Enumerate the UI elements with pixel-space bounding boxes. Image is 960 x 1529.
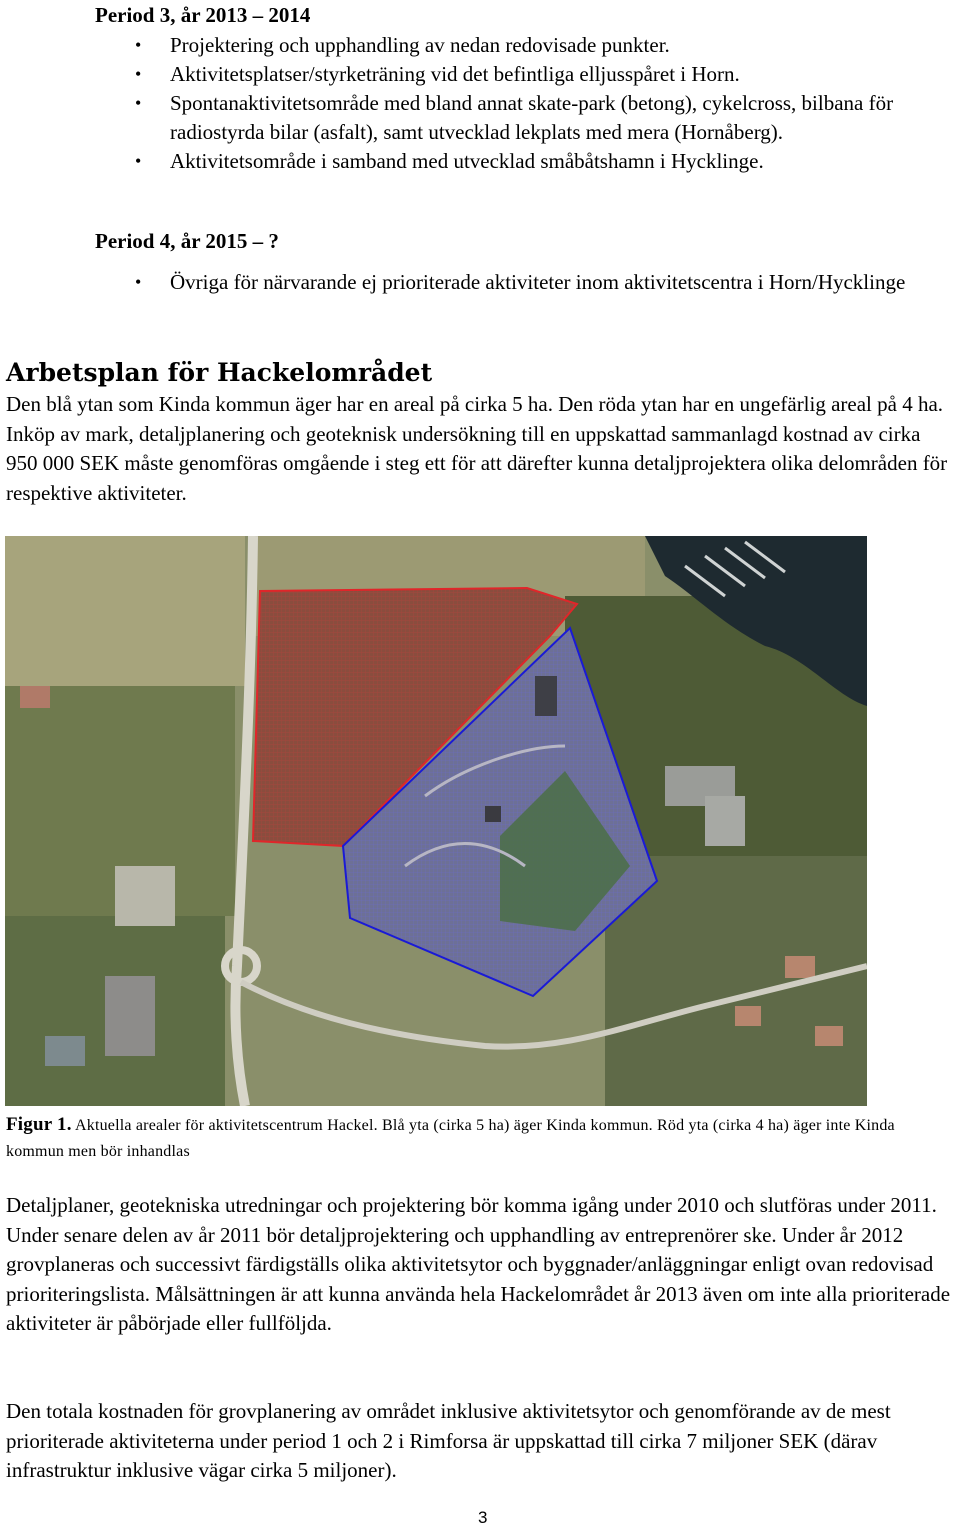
period4-list <box>130 268 930 297</box>
period4-heading: Period 4, år 2015 – ? <box>95 229 279 253</box>
list-item: • Övriga för närvarande ej prioriterade aktiviteter inom aktivitetscentra i Horn/Hycklinge <box>130 268 910 297</box>
figure-caption <box>6 1112 956 1165</box>
page-number: 3 <box>478 1508 488 1527</box>
paragraph-cost: Den totala kostnaden för grovplanering av området inklusive aktivitetsytor och genomförande av de mest prioriterade aktiviteterna under period 1 och 2 i Rimforsa är uppskattad till cirka 7 miljoner SEK (därav infrastruktur inklusive vägar cirka 5 miljoner). <box>6 1399 891 1482</box>
period3-list <box>130 31 930 176</box>
paragraph-schedule: Detaljplaner, geotekniska utredningar och projektering bör komma igång under 2010 och slutföras under 2011. Under senare delen av år 2011 bör detaljprojektering och upphandling av entreprenörer ske. Under år 2012 grovplaneras och successivt färdigställs olika aktivitetsytor och byggnader/anläggningar enligt ovan redovisad prioriteringslista. Målsättningen är att kunna använda hela Hackelområdet år 2013 även om inte alla prioriterade aktiviteter är påbörjade eller fullföljda. <box>6 1193 951 1335</box>
aerial-map <box>5 536 867 1106</box>
list-item: • Aktivitetsområde i samband med utvecklad småbåtshamn i Hycklinge. <box>130 147 930 176</box>
aerial-map-image <box>5 536 867 1106</box>
section-title: Arbetsplan för Hackelområdet <box>6 358 433 387</box>
period3-heading: Period 3, år 2013 – 2014 <box>95 3 311 27</box>
figure-label: Figur 1. <box>6 1114 72 1135</box>
section-intro: Den blå ytan som Kinda kommun äger har en areal på cirka 5 ha. Den röda ytan har en ungefärlig areal på 4 ha. Inköp av mark, detaljplanering och geoteknisk undersökning till en uppskattad sammanlagd kostnad av cirka 950 000 SEK måste genomföras omgående i steg ett för att därefter kunna detaljprojektera olika delområden för respektive aktiviteter. <box>6 392 948 505</box>
list-item: • Projektering och upphandling av nedan redovisade punkter. <box>130 31 930 60</box>
list-item: • Spontanaktivitetsområde med bland annat skate-park (betong), cykelcross, bilbana för radiostyrda bilar (asfalt), samt utvecklad lekplats med mera (Hornåberg). <box>130 89 910 147</box>
list-item: • Aktivitetsplatser/styrketräning vid det befintliga elljusspåret i Horn. <box>130 60 930 89</box>
figure-text: Aktuella arealer för aktivitetscentrum Hackel. Blå yta (cirka 5 ha) äger Kinda kommun. Röd yta (cirka 4 ha) äger inte Kinda kommun men bör inhandlas <box>6 1117 895 1160</box>
